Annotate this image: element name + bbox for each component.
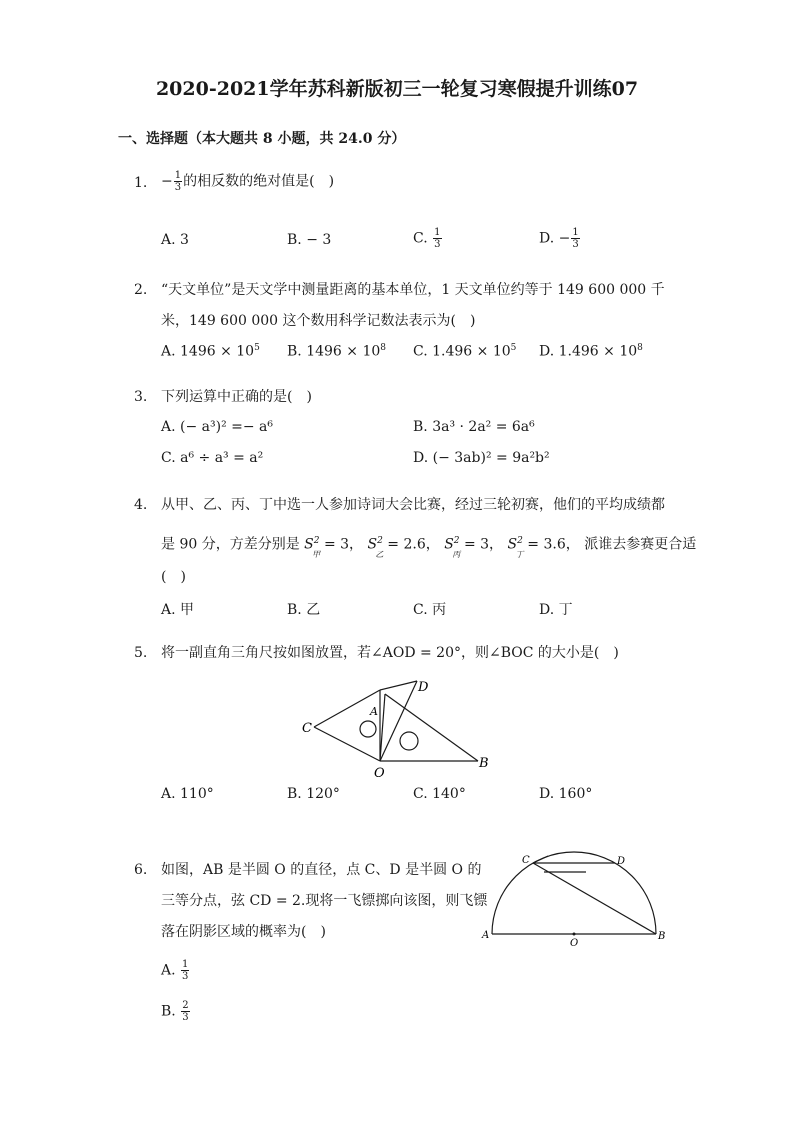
option-b: B. 乙 [287,602,321,618]
option-c: C. 丙 [413,602,447,618]
question-number: 1. [134,175,148,191]
label-c: C [302,721,312,736]
option-b: B. − 3 [287,232,332,248]
question-text: 将一副直角三角尺按如图放置，若∠AOD = 20°，则∠BOC 的大小是( ) [161,645,619,661]
option-b: B. 3a³ · 2a² = 6a⁶ [413,419,535,435]
question-line-3: ( ) [161,569,186,585]
question-text [161,170,334,193]
question-stem: 的相反数的绝对值是( ) [183,173,335,190]
option-a: A. 110° [161,786,214,802]
option-d: D. (− 3ab)² = 9a²b² [413,450,550,466]
minus-sign: − [161,173,173,190]
option-b: B. $1496 \times 10^8$ [287,343,386,360]
option-a: A. $\frac{1}{3}$ [161,959,189,982]
label-b: B [658,931,666,942]
option-b: B. 120° [287,786,340,802]
label-a: A [370,705,378,718]
label-b: B [479,756,489,771]
question-line-1: “天文单位”是天文学中测量距离的基本单位，1 天文单位约等于 149 600 000 千 [161,282,665,298]
question-number: 5. [134,645,148,661]
option-c: C. 140° [413,786,466,802]
label-d: D [617,856,626,867]
ruler-hole-2 [400,732,418,750]
variance-ding: $S^2$ 丁 [507,536,524,559]
variance-yi: $S^2$ 乙 [367,536,384,559]
question-line-2: 是 90 分，方差分别是 $S^2$ 甲 = 3， $S^2$ 乙 = 2.6， $S^2$ 丙 = 3， $S^2$ 丁 = 3.6， 派谁去参赛更合适 [161,531,696,555]
option-a: A. $1496 \times 10^5$ [161,343,260,360]
ruler-hole-1 [360,721,376,737]
question-number: 3. [134,389,148,405]
option-d: D. − $\frac{1}{3}$ [539,227,579,250]
center-point [573,933,576,936]
question-number: 4. [134,497,148,513]
question-number: 6. [134,862,148,878]
label-d: D [418,680,429,695]
option-b: B. $\frac{2}{3}$ [161,1000,189,1023]
section-heading: 一、选择题（本大题共 8 小题，共 24.0 分） [118,131,406,147]
line-do [380,681,417,761]
question-line-1: 如图，AB 是半圆 O 的直径，点 C、D 是半圆 O 的 [161,862,482,878]
label-c: C [522,855,530,866]
option-c: C. a⁶ ÷ a³ = a² [161,450,264,466]
semicircle-figure [478,850,668,950]
page-title: 2020-2021学年苏科新版初三一轮复习寒假提升训练07 [155,78,639,100]
question-line-3: 落在阴影区域的概率为( ) [161,924,326,940]
option-d: D. 丁 [539,602,573,618]
variance-jia: $S^2$ 甲 [304,536,321,559]
question-number: 2. [134,282,148,298]
triangle-rulers-figure [290,672,510,782]
question-text: 下列运算中正确的是( ) [161,389,312,405]
fraction: $\frac{1}{3}$ [174,170,182,193]
label-o: O [570,938,579,949]
question-line-2: 三等分点，弦 CD = 2.现将一飞镖掷向该图，则飞镖 [161,893,488,909]
option-a: A. 甲 [161,602,195,618]
line-hypotenuse [385,694,478,761]
question-line-2: 米，149 600 000 这个数用科学记数法表示为( ) [161,313,476,329]
option-d: D. 160° [539,786,593,802]
semicircle-arc [492,852,656,934]
variance-bing: $S^2$ 丙 [444,536,461,559]
arc-segment [533,856,548,863]
option-c: C. $\frac{1}{3}$ [413,227,441,250]
option-a: A. 3 [161,232,189,248]
option-a: A. (− a³)² =− a⁶ [161,419,274,435]
option-d: D. $1.496 \times 10^8$ [539,343,643,360]
label-a: A [482,930,490,941]
line-cb [533,863,656,934]
option-c: C. $1.496 \times 10^5$ [413,343,517,360]
line-co [314,727,380,761]
line-ad [380,681,417,690]
question-line-1: 从甲、乙、丙、丁中选一人参加诗词大会比赛，经过三轮初赛，他们的平均成绩都 [161,497,665,513]
label-o: O [374,766,385,781]
